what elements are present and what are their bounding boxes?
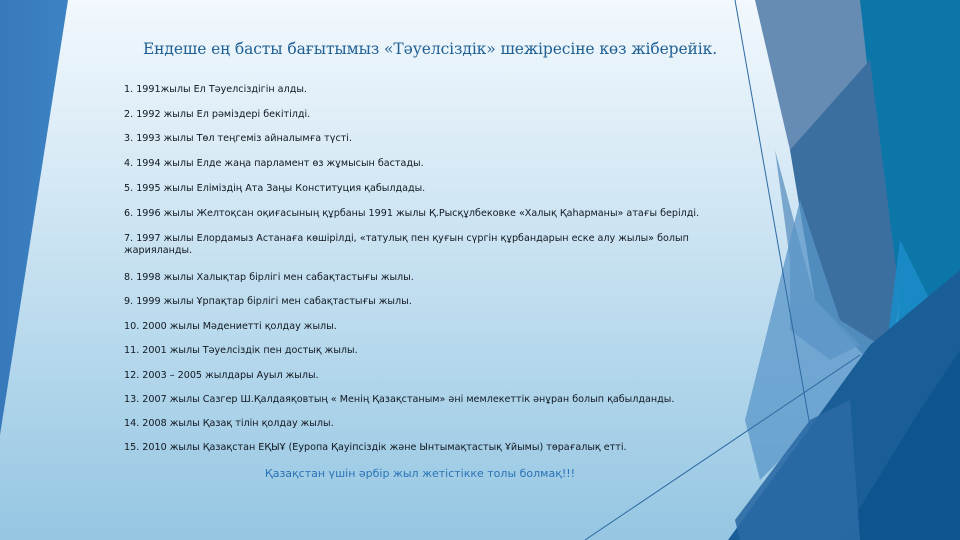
event-item: 7. 1997 жылы Елордамыз Астанаға көшірілді, «татулық пен қуғын сүргін құрбандарын еске алу жылы» болып жарияланды. (124, 233, 689, 256)
event-item: 8. 1998 жылы Халықтар бірлігі мен сабақтастығы жылы. (124, 272, 414, 283)
event-item: 15. 2010 жылы Қазақстан ЕҚЫҰ (Еуропа Қауіпсіздік және Ынтымақтастық Ұйымы) төрағалық етті. (124, 442, 627, 453)
event-item: 3. 1993 жылы Төл теңгеміз айналымға түсті. (124, 133, 353, 144)
event-item: 4. 1994 жылы Елде жаңа парламент өз жұмысын бастады. (124, 158, 424, 169)
event-item: 6. 1996 жылы Желтоқсан оқиғасының құрбаны 1991 жылы Қ.Рысқұлбековке «Халық Қаһарманы» атағы берілді. (124, 208, 700, 219)
event-item: 14. 2008 жылы Қазақ тілін қолдау жылы. (124, 418, 334, 429)
event-item: 5. 1995 жылы Еліміздің Ата Заңы Конституция қабылдады. (124, 183, 426, 194)
event-item: 9. 1999 жылы Ұрпақтар бірлігі мен сабақтастығы жылы. (124, 296, 412, 307)
event-item: 10. 2000 жылы Мәдениетті қолдау жылы. (124, 321, 337, 332)
slide-title: Ендеше ең басты бағытымыз «Тәуелсіздік» шежіресіне көз жіберейік. (142, 40, 718, 58)
event-item: 11. 2001 жылы Тәуелсіздік пен достық жылы. (124, 345, 358, 356)
event-item: 2. 1992 жылы Ел рәміздері бекітілді. (124, 109, 311, 120)
event-item: 13. 2007 жылы Сазгер Ш.Қалдаяқовтың « Менің Қазақстаным» әні мемлекеттік әнұран болып қабылданды. (124, 394, 675, 405)
event-item: 1. 1991жылы Ел Тәуелсіздігін алды. (124, 84, 307, 95)
closing-statement: Қазақстан үшін әрбір жыл жетістікке толы болмақ!!! (264, 467, 576, 480)
event-item: 12. 2003 – 2005 жылдары Ауыл жылы. (124, 370, 319, 381)
